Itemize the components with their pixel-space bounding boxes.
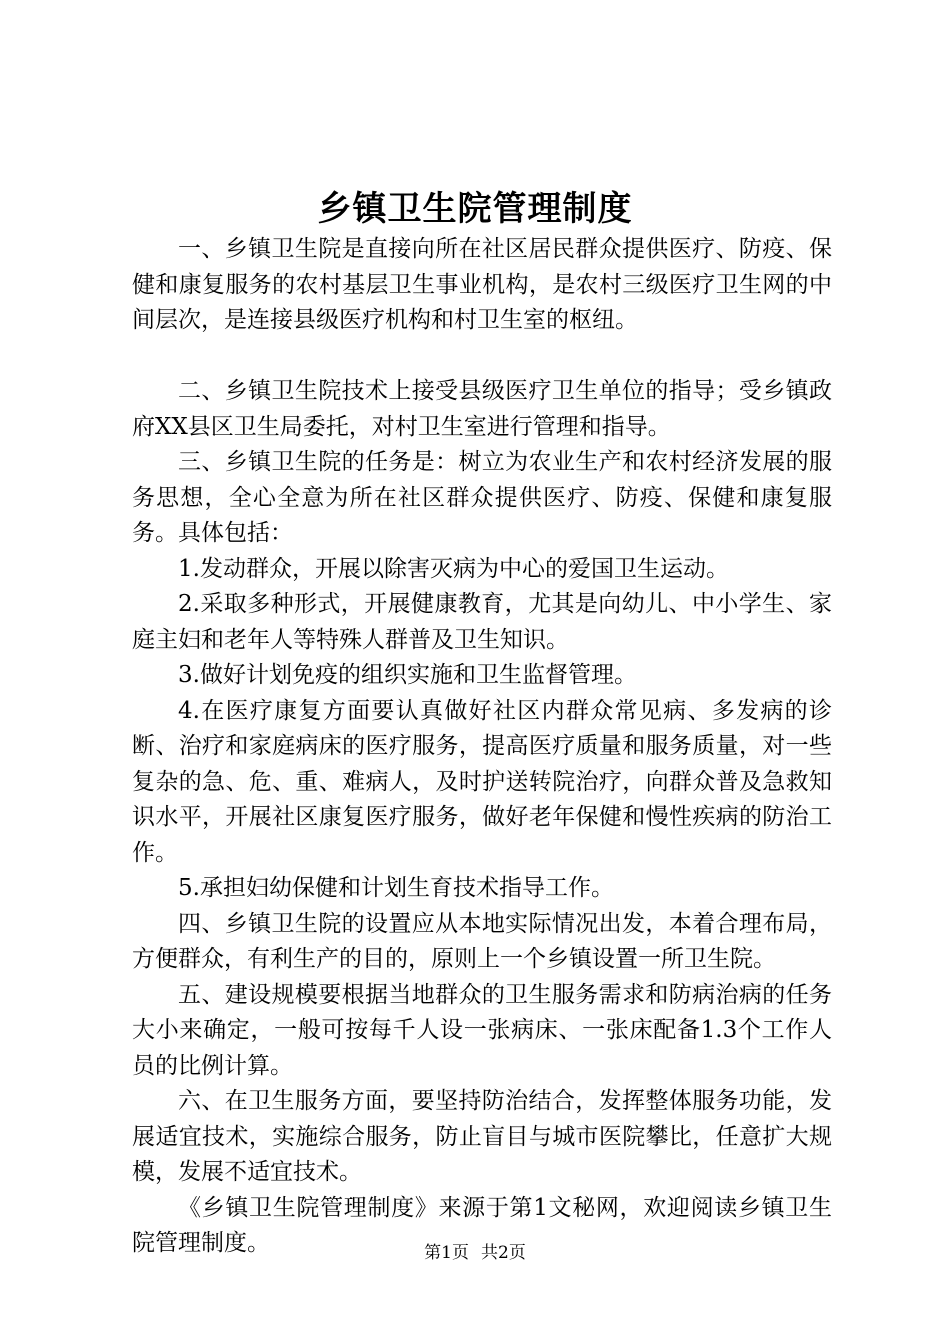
paragraph-5: 五、建设规模要根据当地群众的卫生服务需求和防病治病的任务大小来确定，一般可按每千人设一张病床、一张床配备1.3个工作人员的比例计算。 xyxy=(132,981,832,1079)
paragraph-1: 一、乡镇卫生院是直接向所在社区居民群众提供医疗、防疫、保健和康复服务的农村基层卫生事业机构，是农村三级医疗卫生网的中间层次，是连接县级医疗机构和村卫生室的枢纽。 xyxy=(132,236,832,333)
page-footer xyxy=(0,1241,950,1265)
paragraph-2: 二、乡镇卫生院技术上接受县级医疗卫生单位的指导；受乡镇政府XX县区卫生局委托，对村卫生室进行管理和指导。 xyxy=(132,378,832,440)
page-number: 第1页 xyxy=(424,1243,469,1263)
paragraph-6: 六、在卫生服务方面，要坚持防治结合，发挥整体服务功能，发展适宜技术，实施综合服务，防止盲目与城市医院攀比，任意扩大规模，发展不适宜技术。 xyxy=(132,1088,832,1185)
list-item-4: 4.在医疗康复方面要认真做好社区内群众常见病、多发病的诊断、治疗和家庭病床的医疗服务，提高医疗质量和服务质量，对一些复杂的急、危、重、难病人，及时护送转院治疗，向群众普及急救知识水平，开展社区康复医疗服务，做好老年保健和慢性疾病的防治工作。 xyxy=(132,697,832,866)
source-note: 《乡镇卫生院管理制度》来源于第1文秘网，欢迎阅读乡镇卫生院管理制度。 xyxy=(132,1194,832,1256)
paragraph-4: 四、乡镇卫生院的设置应从本地实际情况出发，本着合理布局，方便群众，有利生产的目的，原则上一个乡镇设置一所卫生院。 xyxy=(132,910,832,972)
document-title: 乡镇卫生院管理制度 xyxy=(317,189,633,229)
list-item-1: 1.发动群众，开展以除害灭病为中心的爱国卫生运动。 xyxy=(178,555,729,582)
paragraph-3: 三、乡镇卫生院的任务是：树立为农业生产和农村经济发展的服务思想，全心全意为所在社区群众提供医疗、防疫、保健和康复服务。具体包括： xyxy=(132,449,832,546)
document-body xyxy=(132,232,832,1262)
list-item-3: 3.做好计划免疫的组织实施和卫生监督管理。 xyxy=(178,662,637,688)
list-item-5: 5.承担妇幼保健和计划生育技术指导工作。 xyxy=(178,875,614,901)
page-total: 共2页 xyxy=(481,1243,526,1263)
list-item-2: 2.采取多种形式，开展健康教育，尤其是向幼儿、中小学生、家庭主妇和老年人等特殊人群普及卫生知识。 xyxy=(132,591,832,653)
